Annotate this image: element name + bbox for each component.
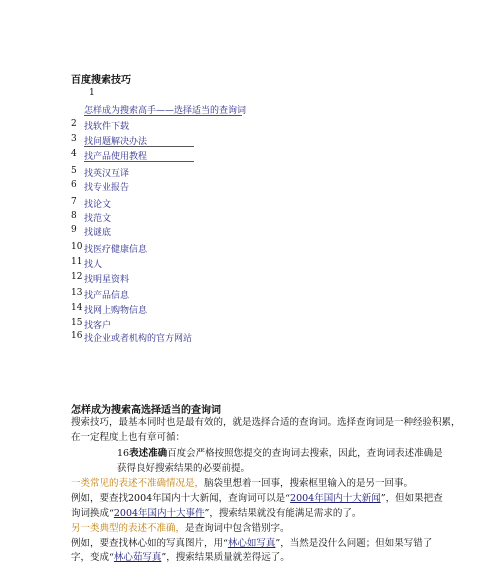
- text-run: 例如，要查找2004年国内十大新闻，查询词可以是“: [71, 493, 291, 504]
- toc-item-link[interactable]: 找软件下载: [84, 122, 130, 132]
- bold-term: 表述准确: [129, 448, 168, 459]
- example-link[interactable]: 2004年国内十大新闻: [290, 493, 381, 504]
- text-run: ”，搜索结果质量就差得远了。: [161, 552, 290, 563]
- toc-item-link[interactable]: 找问题解决办法: [84, 137, 148, 147]
- list-number: 16: [117, 448, 130, 459]
- toc-item-link[interactable]: 找明星资料: [84, 275, 130, 285]
- toc-number: 3: [71, 134, 77, 144]
- toc-number: 6: [71, 180, 77, 190]
- highlight-text: 另一类典型的表述不准确，: [71, 523, 186, 534]
- paragraph-line: [71, 491, 443, 506]
- paragraph-line: [71, 476, 413, 491]
- toc-item-link[interactable]: 找网上购物信息: [84, 306, 148, 316]
- toc-first-number: 1: [89, 88, 95, 98]
- paragraph-line: 在一定程度上也有章可循：: [71, 432, 186, 443]
- text-run: 字，变成“: [71, 552, 114, 563]
- toc-item-link[interactable]: 找范文: [84, 214, 112, 224]
- toc-item-link[interactable]: 找产品信息: [84, 291, 130, 301]
- toc-underline: [84, 146, 194, 147]
- text-run: ”，当然是没什么问题；但如果写错了: [275, 538, 433, 549]
- toc-number: 4: [71, 149, 77, 159]
- highlight-text: 一类常见的表述不准确情况是，: [71, 478, 205, 489]
- toc-underline: [84, 115, 242, 116]
- toc-item-link[interactable]: 找专业报告: [84, 183, 130, 193]
- paragraph-line: [71, 550, 290, 565]
- paragraph-line: [117, 446, 443, 461]
- toc-number: 9: [71, 225, 77, 235]
- toc-item-link[interactable]: 找产品使用教程: [84, 152, 148, 162]
- paragraph-line: [71, 506, 361, 521]
- toc-number: 8: [71, 211, 77, 221]
- toc-item-link[interactable]: 找医疗健康信息: [84, 245, 148, 255]
- toc-number: 10: [71, 242, 83, 252]
- toc-number: 14: [71, 303, 83, 313]
- example-link[interactable]: 2004年国内十大事件: [113, 508, 205, 519]
- toc-number: 11: [71, 257, 83, 267]
- text-run: ”，但如果把查: [380, 493, 443, 504]
- toc-number: 12: [71, 272, 83, 282]
- toc-number: 5: [71, 166, 77, 176]
- example-link[interactable]: 林心茹写真: [113, 552, 162, 563]
- toc-item-link[interactable]: 找人: [84, 260, 103, 270]
- toc-item-link[interactable]: 怎样成为搜索高手——选择适当的查询词: [84, 106, 247, 116]
- toc-item-link[interactable]: 找谜底: [84, 228, 112, 238]
- paragraph-line: [71, 521, 290, 536]
- toc-item-link[interactable]: 找英汉互译: [84, 169, 130, 179]
- toc-item-link[interactable]: 找客户: [84, 321, 112, 331]
- example-link[interactable]: 林心如写真: [227, 538, 276, 549]
- text-run: 询词换成“: [71, 508, 114, 519]
- text-run: 例如，要查找林心如的写真图片，用“: [71, 538, 228, 549]
- text-run: 是查询词中包含错别字。: [185, 523, 290, 534]
- text-run: ”，搜索结果就没有能满足需求的了。: [204, 508, 362, 519]
- text-run: 百度会严格按照您提交的查询词去搜索，因此，查询词表述准确是: [167, 448, 443, 459]
- toc-number: 16: [71, 331, 83, 341]
- text-run: 脑袋里想着一回事，搜索框里输入的是另一回事。: [204, 478, 414, 489]
- toc-number: 15: [71, 318, 83, 328]
- toc-item-link[interactable]: 找企业或者机构的官方网站: [84, 334, 193, 344]
- paragraph-line: 获得良好搜索结果的必要前提。: [117, 463, 251, 474]
- paragraph-line: [71, 536, 432, 551]
- toc-item-link[interactable]: 找论文: [84, 200, 112, 210]
- doc-title: 百度搜索技巧: [71, 75, 131, 86]
- toc-underline: [84, 161, 194, 162]
- toc-number: 13: [71, 288, 83, 298]
- toc-number: 2: [71, 119, 77, 129]
- paragraph-line: 搜索技巧，最基本同时也是最有效的，就是选择合适的查询词。选择查询词是一种经验积累，: [71, 417, 461, 428]
- section-title: 怎样成为搜索高选择适当的查询词: [71, 405, 221, 416]
- toc-number: 7: [71, 197, 77, 207]
